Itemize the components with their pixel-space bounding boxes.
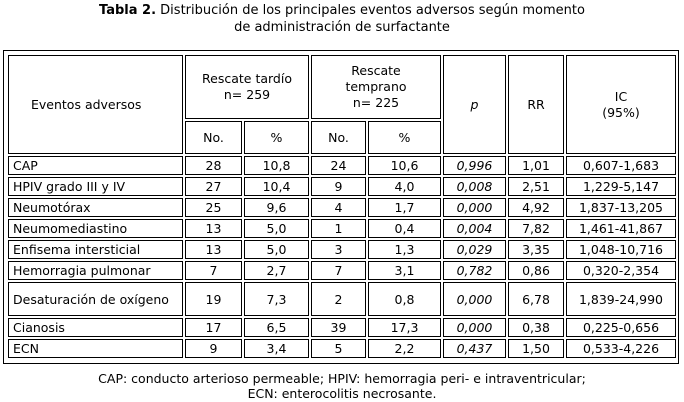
cell-early-no: 1 — [311, 219, 366, 238]
cell-rr: 0,38 — [508, 318, 564, 337]
cell-late-no: 25 — [185, 198, 242, 217]
caption-line-2: de administración de surfactante — [234, 20, 450, 35]
cell-p: 0,004 — [443, 219, 506, 238]
header-events: Eventos adversos — [8, 55, 183, 154]
header-early-pct: % — [368, 121, 441, 154]
header-late-rescue — [185, 55, 309, 119]
cell-p: 0,996 — [443, 156, 506, 175]
cell-late-no: 9 — [185, 339, 242, 358]
cell-late-pct: 10,8 — [244, 156, 309, 175]
cell-late-pct: 3,4 — [244, 339, 309, 358]
cell-ic: 0,533-4,226 — [566, 339, 676, 358]
header-early-line-3: n= 225 — [352, 95, 400, 110]
cell-early-no: 5 — [311, 339, 366, 358]
header-ic-line-1: IC — [614, 88, 628, 104]
caption-label: Tabla 2. — [99, 3, 157, 18]
table-caption — [0, 2, 684, 36]
header-late-line-1: Rescate tardío — [202, 71, 292, 86]
cell-early-no: 9 — [311, 177, 366, 196]
caption-title-1: Distribución de los principales eventos adversos según momento — [160, 3, 585, 18]
cell-late-pct: 9,6 — [244, 198, 309, 217]
header-ic — [566, 55, 676, 154]
cell-early-pct: 1,7 — [368, 198, 441, 217]
header-ic-line-2: (95%) — [602, 104, 640, 120]
footnote-line-1: CAP: conducto arterioso permeable; HPIV: hemorragia peri- e intraventricular; — [98, 371, 586, 386]
cell-p: 0,437 — [443, 339, 506, 358]
cell-p: 0,000 — [443, 318, 506, 337]
table-row — [8, 318, 676, 337]
header-p: p — [443, 55, 506, 154]
cell-p: 0,029 — [443, 240, 506, 259]
cell-ic: 0,607-1,683 — [566, 156, 676, 175]
cell-early-pct: 17,3 — [368, 318, 441, 337]
cell-rr: 0,86 — [508, 261, 564, 280]
header-early-no: No. — [311, 121, 366, 154]
table-row — [8, 177, 676, 196]
cell-rr: 2,51 — [508, 177, 564, 196]
cell-late-no: 28 — [185, 156, 242, 175]
cell-early-no: 39 — [311, 318, 366, 337]
cell-event: CAP — [8, 156, 183, 175]
cell-late-no: 7 — [185, 261, 242, 280]
cell-early-pct: 3,1 — [368, 261, 441, 280]
cell-p: 0,782 — [443, 261, 506, 280]
header-early-line-2: temprano — [345, 79, 407, 94]
header-rr: RR — [508, 55, 564, 154]
cell-event: Desaturación de oxígeno — [8, 282, 183, 316]
table-footnote — [0, 371, 684, 401]
cell-p: 0,000 — [443, 198, 506, 217]
cell-ic: 0,225-0,656 — [566, 318, 676, 337]
footnote-line-2: ECN: enterocolitis necrosante. — [247, 386, 437, 401]
table-row — [8, 282, 676, 316]
cell-late-pct: 5,0 — [244, 219, 309, 238]
table-row — [8, 219, 676, 238]
header-early-line-1: Rescate — [351, 63, 401, 78]
cell-ic: 1,048-10,716 — [566, 240, 676, 259]
cell-early-pct: 0,8 — [368, 282, 441, 316]
cell-rr: 3,35 — [508, 240, 564, 259]
cell-event: Cianosis — [8, 318, 183, 337]
cell-event: Enfisema intersticial — [8, 240, 183, 259]
cell-early-no: 4 — [311, 198, 366, 217]
cell-early-pct: 2,2 — [368, 339, 441, 358]
header-late-no: No. — [185, 121, 242, 154]
cell-event: HPIV grado III y IV — [8, 177, 183, 196]
table-row — [8, 240, 676, 259]
cell-ic: 1,461-41,867 — [566, 219, 676, 238]
cell-late-pct: 10,4 — [244, 177, 309, 196]
cell-late-no: 27 — [185, 177, 242, 196]
cell-rr: 1,01 — [508, 156, 564, 175]
table-row — [8, 198, 676, 217]
cell-ic: 1,839-24,990 — [566, 282, 676, 316]
cell-rr: 4,92 — [508, 198, 564, 217]
cell-event: Neumotórax — [8, 198, 183, 217]
cell-early-no: 7 — [311, 261, 366, 280]
cell-early-pct: 4,0 — [368, 177, 441, 196]
cell-late-pct: 5,0 — [244, 240, 309, 259]
cell-late-no: 13 — [185, 240, 242, 259]
cell-late-no: 13 — [185, 219, 242, 238]
cell-p: 0,008 — [443, 177, 506, 196]
cell-early-no: 3 — [311, 240, 366, 259]
caption-line-1 — [0, 2, 684, 19]
header-late-line-2: n= 259 — [223, 87, 271, 102]
cell-rr: 6,78 — [508, 282, 564, 316]
header-early-rescue — [311, 55, 441, 119]
cell-early-pct: 1,3 — [368, 240, 441, 259]
cell-early-pct: 10,6 — [368, 156, 441, 175]
cell-ic: 1,229-5,147 — [566, 177, 676, 196]
cell-late-pct: 7,3 — [244, 282, 309, 316]
cell-early-no: 24 — [311, 156, 366, 175]
cell-p: 0,000 — [443, 282, 506, 316]
table-row — [8, 339, 676, 358]
cell-ic: 1,837-13,205 — [566, 198, 676, 217]
cell-late-no: 19 — [185, 282, 242, 316]
cell-event: ECN — [8, 339, 183, 358]
cell-late-no: 17 — [185, 318, 242, 337]
cell-late-pct: 2,7 — [244, 261, 309, 280]
header-row-1 — [8, 55, 676, 119]
header-late-pct: % — [244, 121, 309, 154]
cell-event: Hemorragia pulmonar — [8, 261, 183, 280]
cell-late-pct: 6,5 — [244, 318, 309, 337]
table-row — [8, 156, 676, 175]
adverse-events-table — [6, 53, 678, 360]
table-row — [8, 261, 676, 280]
cell-early-pct: 0,4 — [368, 219, 441, 238]
cell-ic: 0,320-2,354 — [566, 261, 676, 280]
cell-event: Neumomediastino — [8, 219, 183, 238]
cell-rr: 1,50 — [508, 339, 564, 358]
cell-early-no: 2 — [311, 282, 366, 316]
cell-rr: 7,82 — [508, 219, 564, 238]
